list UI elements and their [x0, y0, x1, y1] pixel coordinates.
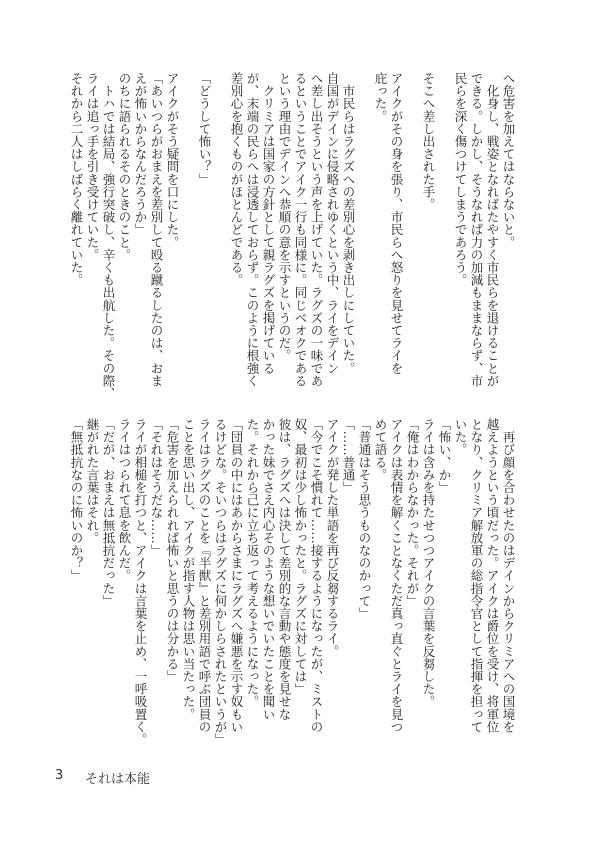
text-column: 「団員の中にはあからさまにラグズへ嫌悪を示す奴もい — [229, 418, 244, 733]
text-column: が、末端の民らへは浸透しておらず。このように根強く — [245, 72, 260, 387]
text-column: るけどな。そいつらはラグズに何かしらされたというが」 — [213, 418, 228, 746]
text-column: ことを思い出し、アイクが指す人物は思い当たった。 — [181, 418, 196, 721]
text-column: それから二人はしばらく離れていた。 — [69, 72, 84, 287]
text-column: 化身し、戦姿となればたやすく市民らを退けることが — [485, 72, 500, 387]
text-column: という理由でデインへ恭順の意を示すというのだ。 — [277, 72, 292, 362]
text-column: 「怖い、か」 — [437, 418, 452, 494]
text-column: 「あいつらがおまえを差別して殴る蹴るしたのは、おま — [149, 72, 164, 387]
text-column: めて語る。 — [373, 418, 388, 481]
page-number: 3 — [55, 768, 64, 783]
text-column: のちに語られるそのときのこと。 — [117, 72, 132, 261]
text-column: 自国がデインに侵略されゆくという中、ライをデイン — [325, 72, 340, 375]
text-column: へ危害を加えてはならないと。 — [501, 72, 516, 249]
text-column: ライはラグズのことを『半獣』と差別用語で呼ぶ団員の — [197, 418, 212, 733]
text-column: できる。しかし、そうなれば力の加減もままならず、市 — [469, 72, 484, 387]
text-column: 継がれた言葉はそれ。 — [85, 418, 100, 544]
text-column: アイクがそう疑問を口にした。 — [165, 72, 180, 249]
text-column: トハでは結局、強行突破し、辛くも出航した。その際、 — [101, 72, 116, 400]
text-column: かった妹でさえ内心そのような想いでいたことを聞い — [261, 418, 276, 721]
text-column: 民らを深く傷つけてしまうであろう。 — [453, 72, 468, 287]
text-column: アイクがその身を張り、市民らへ怒りを見せてライを — [389, 72, 404, 375]
text-column: いた。 — [453, 418, 468, 456]
text-column: 「どうして怖い？」 — [197, 72, 212, 186]
text-column: 「普通はそう思うものなのかって」 — [357, 418, 372, 620]
text-block-lower — [68, 418, 516, 746]
text-column: ライはつられて息を飲んだ。 — [117, 418, 132, 582]
text-column: 奴、最初は少し怖かったと。ラグズに対しては」 — [293, 418, 308, 696]
text-column: 再び顔を合わせたのはデインからクリミアへの国境を — [501, 418, 516, 733]
text-column — [212, 72, 228, 392]
text-column: 彼は、ラグズへは決して差別的な言動や態度を見せな — [277, 418, 292, 721]
text-column — [356, 72, 372, 392]
text-column: 「俺はわからなかった。それが」 — [405, 418, 420, 607]
text-column: ライは追っ手を引き受けていた。 — [85, 72, 100, 261]
text-column: ライは含みを持たせつつアイクの言葉を反芻した。 — [421, 418, 436, 708]
text-column: クリミアは国家の方針として親ラグズを掲げている — [261, 72, 276, 375]
text-column — [180, 72, 196, 392]
text-column: ライが相槌を打つと、アイクは言葉を止め、一呼吸置く。 — [133, 418, 148, 746]
text-column: 「……普通」 — [341, 418, 356, 494]
text-column: アイクが発した単語を再び反芻するライ。 — [325, 418, 340, 658]
text-column: 「だが、おまえは無抵抗だった」 — [101, 418, 116, 607]
text-column: アイクは表情を解くことなくただ真っ直ぐとライを見つ — [389, 418, 404, 733]
text-column: 庇った。 — [373, 72, 388, 123]
text-column: 差別心を抱くものがほとんどである。 — [229, 72, 244, 287]
text-column: た。それから己に立ち返って考えるようになった。 — [245, 418, 260, 708]
text-column: るということでアイク一行も同様に。同じベオクである — [293, 72, 308, 387]
text-column — [436, 72, 452, 392]
text-column — [404, 72, 420, 392]
text-block-upper — [68, 72, 516, 400]
text-column: へ差し出そうという声を上げていた。ラグズの一味であ — [309, 72, 324, 387]
text-column: そこへ差し出された手。 — [421, 72, 436, 211]
text-column: えが怖いからなんだろうか」 — [133, 72, 148, 236]
text-column: 越えようという頃だった。アイクは爵位を受け、将軍位 — [485, 418, 500, 733]
text-column: 「無抵抗なのに怖いのか？」 — [69, 418, 84, 582]
text-column: 「危害を加えられれば怖いと思うのは分かる」 — [165, 418, 180, 683]
chapter-title: それは本能 — [85, 772, 151, 787]
text-column: 市民らはラグズへの差別心を剥き出しにしていた。 — [341, 72, 356, 375]
text-column: となり、クリミア解放軍の総指令官として指揮を担って — [469, 418, 484, 733]
text-column: 「今でこそ慣れて……接するようになったが、ミストの — [309, 418, 324, 733]
text-column: 「それはそうだな……」 — [149, 418, 164, 557]
